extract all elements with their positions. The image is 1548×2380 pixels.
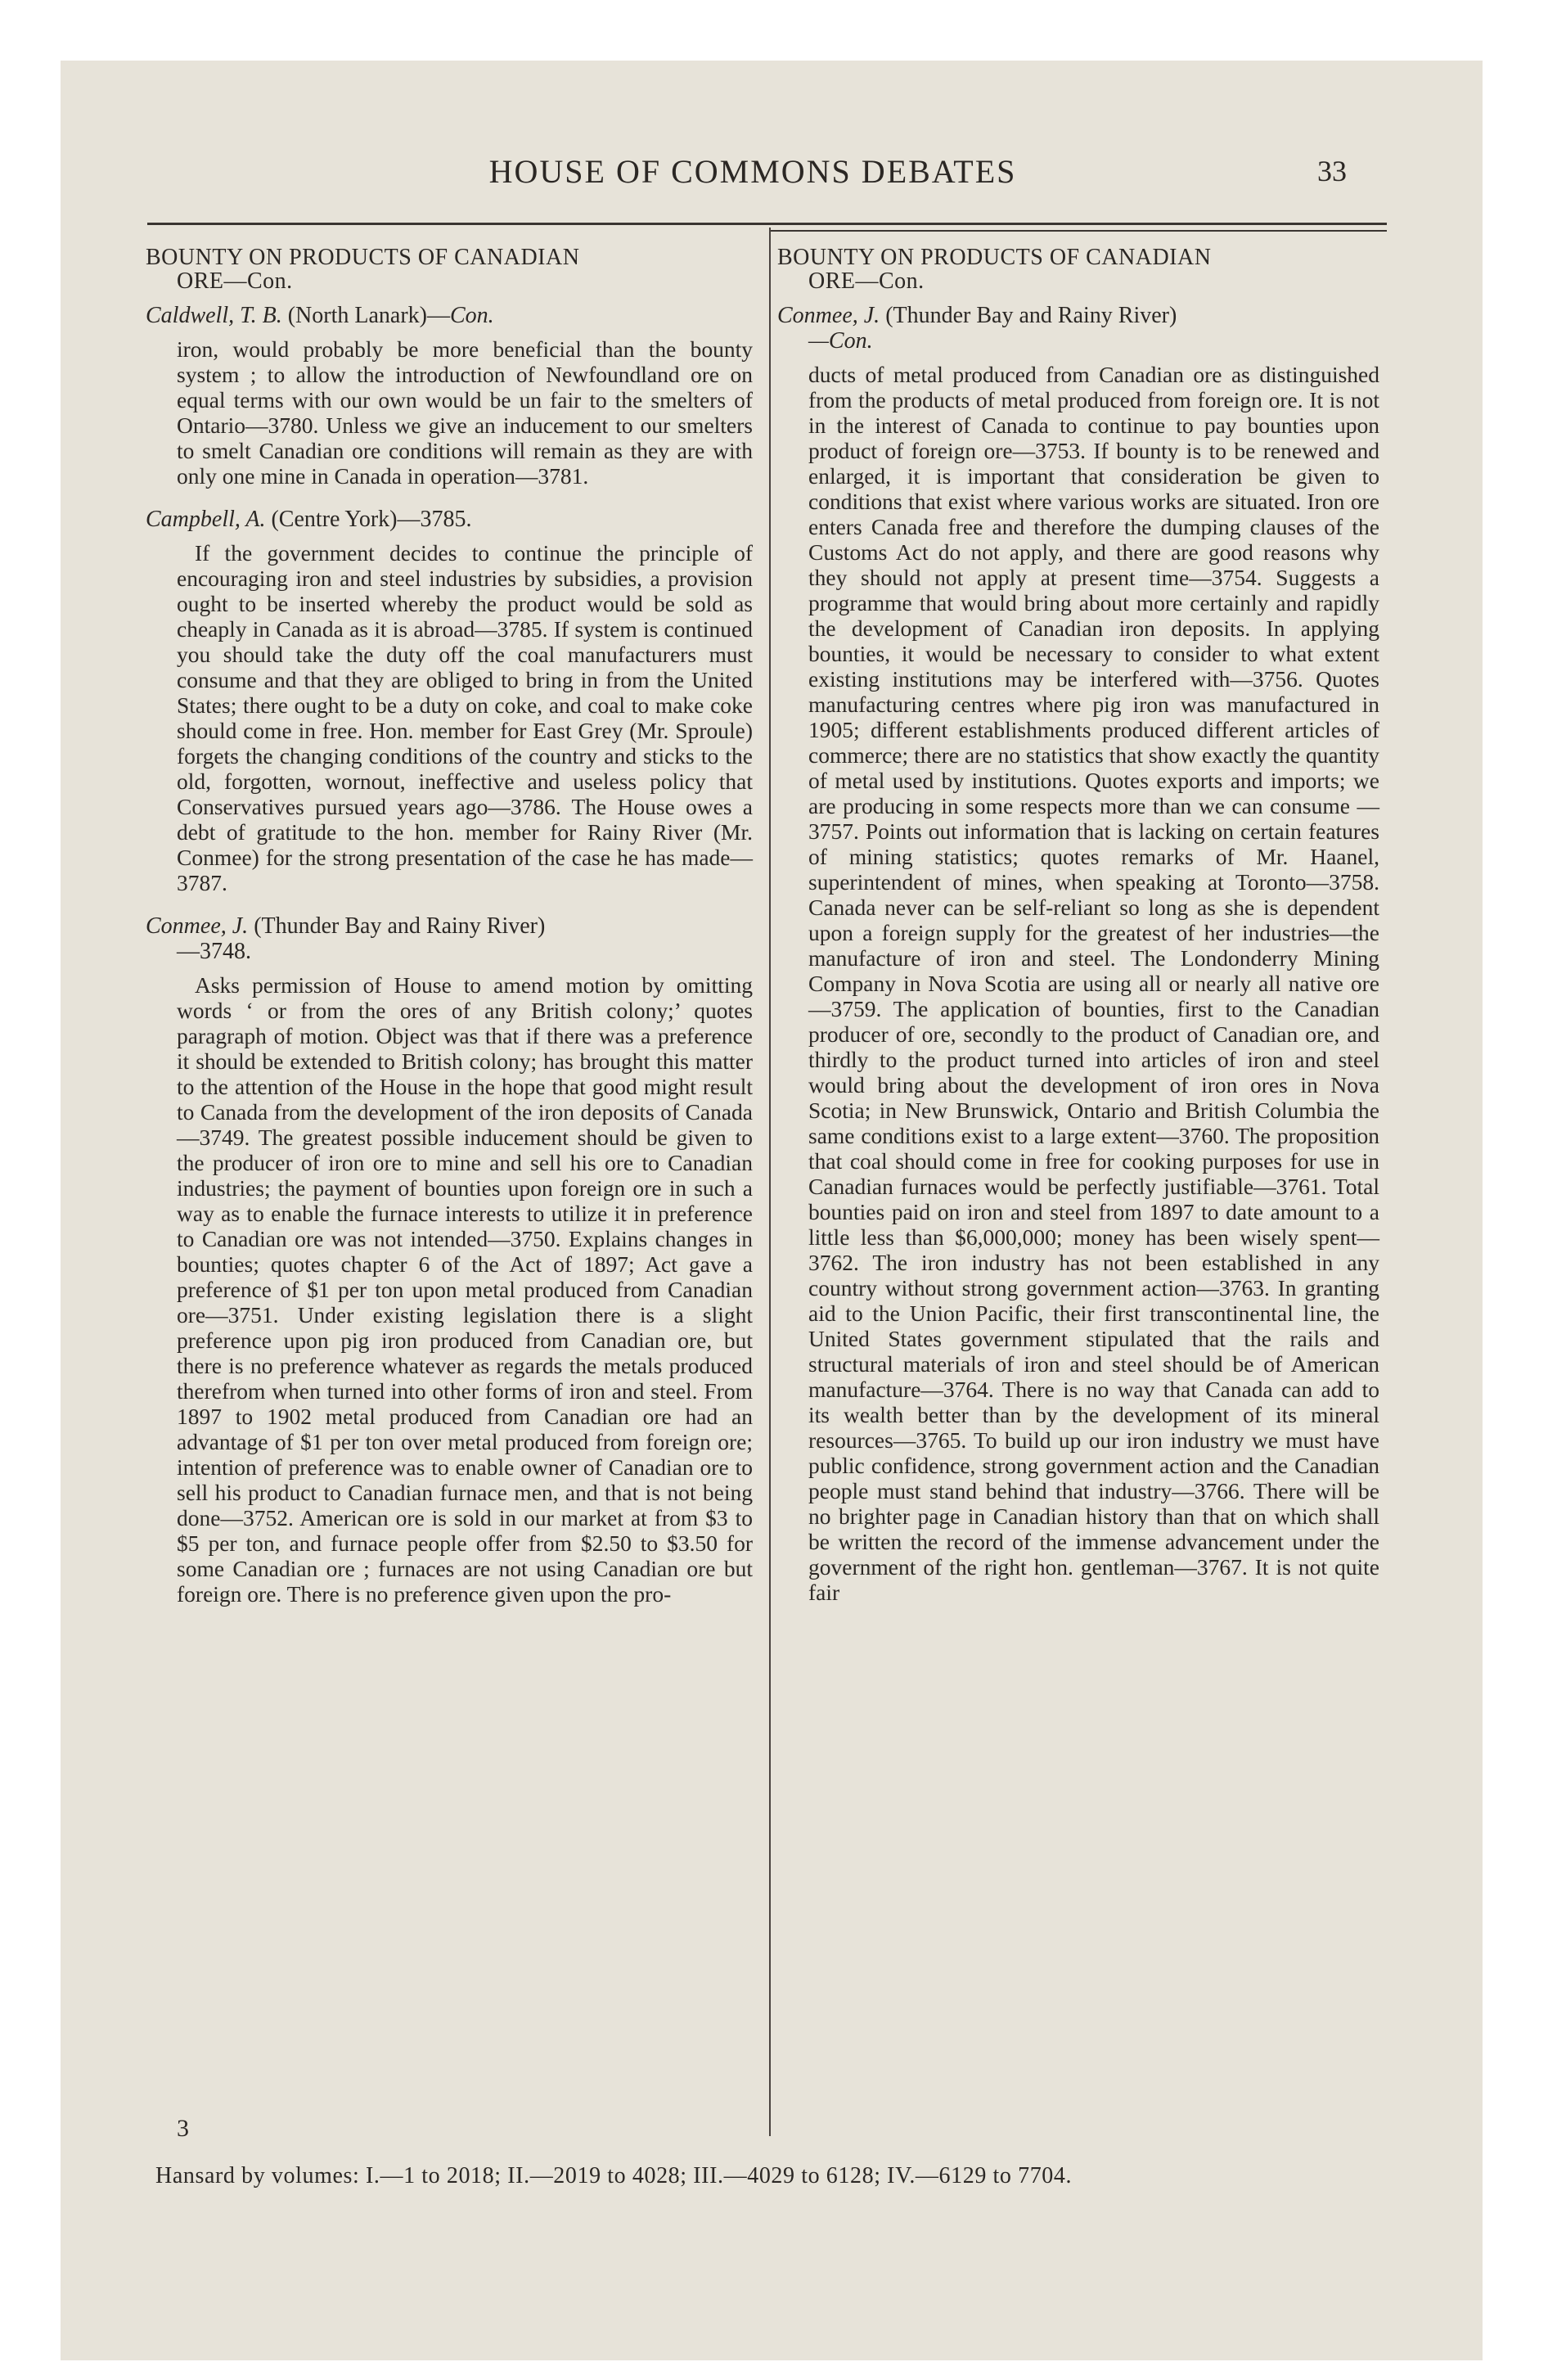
speaker-name: Conmee, J. — [146, 913, 249, 939]
left-column — [146, 246, 753, 1625]
speaker-conmee — [777, 303, 1379, 354]
section-heading-text: BOUNTY ON PRODUCTS OF CANADIAN — [146, 245, 580, 270]
header-rule-secondary — [769, 230, 1387, 232]
speaker-name: Campbell, A. — [146, 507, 266, 532]
speaker-name: Conmee, J. — [777, 303, 880, 328]
speaker-riding: (Thunder Bay and Rainy River) — [248, 913, 546, 939]
right-column — [777, 246, 1379, 1623]
speaker-continued: —Con. — [808, 328, 873, 354]
speaker-caldwell — [146, 303, 753, 328]
speaker-reference: —3748. — [177, 939, 251, 964]
signature-mark: 3 — [177, 2115, 189, 2142]
speaker-continued: Con. — [449, 303, 494, 328]
section-heading-continued: ORE—Con. — [177, 268, 293, 294]
speech-summary: If the government decides to continue the principle of encouraging iron and steel industries by subsidies, a provision ought to be inserted whereby the product would be sold as cheaply in Canada as it is abroad—3785. If system is continued you should take the duty off the coal manufacturers must consume and that they are obliged to bring in from the United States; there ought to be a duty on coke, and coal to make coke should come in free. Hon. member for East Grey (Mr. Sproule) forgets the changing conditions of the country and sticks to the old, forgotten, wornout, ineffective and useless policy that Conservatives pursued years ago—3786. The House owes a debt of gratitude to the hon. member for Rainy River (Mr. Conmee) for the strong presentation of the case he has made—3787. — [177, 540, 753, 895]
footer-hansard-volumes: Hansard by volumes: I.—1 to 2018; II.—2019 to 4028; III.—4029 to 6128; IV.—6129 to 7704. — [155, 2163, 1073, 2188]
speech-summary: Asks permission of House to amend motion by omitting words ‘ or from the ores of any British colony;’ quotes paragraph of motion. Object was that if there was a preference it should be extended to British colony; has brought this matter to the attention of the House in the hope that good might result to Canada from the development of the iron deposits of Canada—3749. The greatest possible inducement should be given to the producer of iron ore to mine and sell his ore to Canadian industries; the payment of bounties upon foreign ore in such a way as to enable the furnace interests to utilize it in preference to Canadian ore was not intended—3750. Explains changes in bounties; quotes chapter 6 of the Act of 1897; Act gave a preference of $1 per ton upon metal produced from Canadian ore—3751. Under existing legislation there is a slight preference upon pig iron produced from Canadian ore, but there is no preference whatever as regards the metals produced therefrom when turned into other forms of iron and steel. From 1897 to 1902 metal produced from Canadian ore had an advantage of $1 per ton over metal produced from foreign ore; intention of preference was to enable owner of Canadian ore to sell his product to Canadian furnace men, and that is not being done—3752. American ore is sold in our market at from $3 to $5 per ton, and furnace people offer from $2.50 to $3.50 for some Canadian ore ; furnaces are not using Canadian ore but foreign ore. There is no preference given upon the pro- — [177, 972, 753, 1607]
header-rule — [147, 223, 1387, 225]
section-heading-continued: ORE—Con. — [808, 268, 925, 294]
page-number: 33 — [1317, 155, 1347, 187]
section-heading — [777, 246, 1379, 293]
speaker-conmee — [146, 913, 753, 964]
section-heading-text: BOUNTY ON PRODUCTS OF CANADIAN — [777, 245, 1212, 270]
section-heading — [146, 246, 753, 293]
speaker-riding: (Centre York)—3785. — [265, 507, 472, 532]
speaker-riding: (North Lanark)— — [281, 303, 450, 328]
column-divider — [769, 228, 771, 2136]
speaker-riding: (Thunder Bay and Rainy River) — [880, 303, 1177, 328]
speech-summary: iron, would probably be more beneficial than the bounty system ; to allow the introduction of Newfoundland ore on equal terms with our own would be un fair to the smelters of Ontario—3780. Unless we give an inducement to our smelters to smelt Canadian ore conditions will remain as they are with only one mine in Canada in operation—3781. — [177, 336, 753, 489]
speaker-campbell — [146, 507, 753, 532]
page-title: HOUSE OF COMMONS DEBATES — [488, 153, 1017, 190]
speech-summary: ducts of metal produced from Canadian ore as distinguished from the products of metal produced from foreign ore. It is not in the interest of Canada to continue to pay bounties upon product of foreign ore—3753. If bounty is to be renewed and enlarged, it is important that consideration be given to conditions that exist where various works are situated. Iron ore enters Canada free and therefore the dumping clauses of the Customs Act do not apply, and there are good reasons why they should not apply at present time—3754. Suggests a programme that would bring about more certainly and rapidly the development of Canadian iron deposits. In applying bounties, it would be necessary to consider to what extent existing institutions may be interfered with—3756. Quotes manufacturing centres where pig iron was manufactured in 1905; different establishments produced different articles of commerce; there are no statistics that show exactly the quantity of metal used by institutions. Quotes exports and imports; we are producing in some respects more than we can consume —3757. Points out information that is lacking on certain features of mining statistics; quotes remarks of Mr. Haanel, superintendent of mines, when speaking at Toronto—3758. Canada never can be self-reliant so long as she is dependent upon a foreign supply for the greatest of her industries—the manufacture of iron and steel. The Londonderry Mining Company in Nova Scotia are using all or nearly all native ore—3759. The application of bounties, first to the Canadian producer of ore, secondly to the product of Canadian ore, and thirdly to the product turned into articles of iron and steel would bring about the development of iron ores in Nova Scotia; in New Brunswick, Ontario and British Columbia the same conditions exist to a large extent—3760. The proposition that coal should come in free for cooking purposes for use in Canadian furnaces would be perfectly justifiable—3761. Total bounties paid on iron and steel from 1897 to date amount to a little less than $6,000,000; money has been wisely spent—3762. The iron industry has not been established in any country without strong government action—3763. In granting aid to the Union Pacific, their first transcontinental line, the United States government stipulated that the rails and structural materials of iron and steel should be of American manufacture—3764. There is no way that Canada can add to its wealth better than by the development of its mineral resources—3765. To build up our iron industry we must have public confidence, strong government action and the Canadian people must stand behind that industry—3766. There will be no brighter page in Canadian history than that on which shall be written the record of the immense advancement under the government of the right hon. gentleman—3767. It is not quite fair — [808, 362, 1379, 1605]
speaker-name: Caldwell, T. B. — [146, 303, 282, 328]
